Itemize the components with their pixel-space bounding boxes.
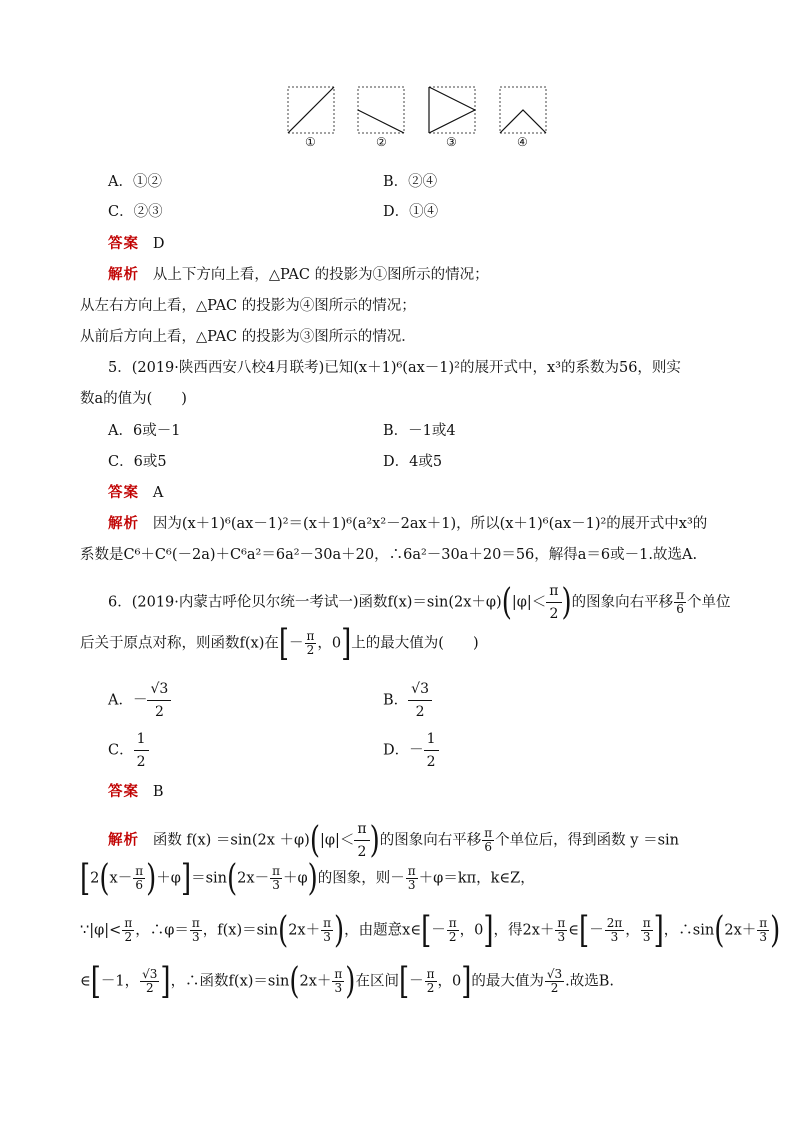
q4-option-b: B．②④ xyxy=(383,174,438,190)
q6-analysis-4: ∈[－1， $\frac{√3}{2}$ ]，∴函数f(x)＝sin(2x＋ $\frac{\pi}{3}$ )在区间[－ $\frac{\pi}{2}$ ，0]的最大值为 $\frac{√3}{2}$ .故选B. xyxy=(80,960,615,1003)
analysis-text: ∵|φ|< xyxy=(80,922,122,939)
figure-4 xyxy=(499,86,547,134)
figure-2 xyxy=(357,86,405,134)
q6-analysis-1: 解析 函数 f(x) ＝sin(2x ＋φ)(|φ|＜ $\frac{\pi}{2}$ )的图象向右平移 $\frac{\pi}{6}$ 个单位后，得到函数 y ＝sin xyxy=(108,819,679,862)
q6-stem-1: 6．(2019·内蒙古呼伦贝尔统一考试一)函数f(x)＝sin(2x＋φ)(|φ|＜ $\frac{\pi}{2}$ )的图象向右平移 $\frac{\pi}{6}$ 个单位 xyxy=(108,581,731,624)
q4-analysis-1 xyxy=(108,263,489,284)
q5-analysis-1 xyxy=(108,512,707,533)
q4-option-d: D．①④ xyxy=(383,204,439,220)
figure-1-label: ① xyxy=(305,135,316,149)
q6-option-a: A．－ $\frac{√3}{2}$ xyxy=(108,678,171,723)
q4-analysis-3: 从前后方向上看，△PAC 的投影为③图所示的情况． xyxy=(80,329,416,345)
q5-analysis-2: 系数是C⁶＋C⁶(－2a)＋C⁶a²＝6a²－30a＋20，∴6a²－30a＋20＝56，解得a＝6或－1.故选A. xyxy=(80,547,698,563)
stem-text: 上的最大值为( ) xyxy=(351,635,479,652)
answer-value: D xyxy=(152,236,165,252)
analysis-label: 解析 xyxy=(108,515,139,532)
analysis-text: .故选B. xyxy=(565,973,615,990)
figure-4-label: ④ xyxy=(517,135,528,149)
answer-label: 答案 xyxy=(108,783,139,800)
q5-option-c: C．6或5 xyxy=(108,454,167,470)
answer-value: B xyxy=(152,784,164,800)
stem-text: 的图象向右平移 xyxy=(571,594,674,611)
analysis-text: ，∴sin xyxy=(663,922,715,939)
q6-stem-2: 后关于原点对称，则函数f(x)在[－ $\frac{\pi}{2}$ ，0]上的最大值为( ) xyxy=(80,622,479,665)
figure-3 xyxy=(428,86,476,134)
option-label: C． xyxy=(108,742,134,759)
answer-value: A xyxy=(152,485,164,501)
analysis-text: ，∴φ＝ xyxy=(135,922,189,939)
q5-option-d: D．4或5 xyxy=(383,454,443,470)
analysis-text: 个单位后，得到函数 y ＝sin xyxy=(495,832,679,849)
option-label: B． xyxy=(383,692,409,709)
option-label: A． xyxy=(108,692,133,709)
q6-analysis-3: ∵|φ|< $\frac{\pi}{2}$ ，∴φ＝ $\frac{\pi}{3}$ ，f(x)＝sin(2x＋ $\frac{\pi}{3}$ )，由题意x∈[－ $\frac{\pi}{2}$ ，0]，得2x＋ $\frac{\pi}{3}$ ∈[－ $\frac{2\pi}{3}$ ， $\frac{\pi}{3}$ ]，∴sin(2x＋ $\frac{\pi}{3}$ ) xyxy=(80,909,781,952)
analysis-text: ，由题意x∈ xyxy=(344,922,422,939)
analysis-label: 解析 xyxy=(108,266,139,283)
q6-option-b: B． $\frac{√3}{2}$ xyxy=(383,678,432,723)
figure-1 xyxy=(287,86,335,134)
answer-label: 答案 xyxy=(108,484,139,501)
analysis-text: 在区间 xyxy=(355,973,399,990)
stem-text: 后关于原点对称，则函数f(x)在 xyxy=(80,635,279,652)
q5-stem-1: 5．(2019·陕西西安八校4月联考)已知(x＋1)⁶(ax－1)²的展开式中，x³的系数为56，则实 xyxy=(108,360,681,376)
q4-answer xyxy=(108,232,164,253)
q5-answer xyxy=(108,481,163,502)
figure-2-label: ② xyxy=(376,135,387,149)
stem-text: 个单位 xyxy=(687,594,731,611)
answer-label: 答案 xyxy=(108,235,139,252)
q5-stem-2: 数a的值为( ) xyxy=(80,391,187,407)
q4-analysis-2: 从左右方向上看，△PAC 的投影为④图所示的情况； xyxy=(80,298,416,314)
analysis-text: 因为(x＋1)⁶(ax－1)²＝(x＋1)⁶(a²x²－2ax＋1)，所以(x＋1)⁶(ax－1)²的展开式中x³的 xyxy=(152,516,708,532)
analysis-text: 函数 f(x) ＝sin(2x ＋φ) xyxy=(152,832,310,849)
analysis-text: 的图象，则－ xyxy=(317,870,405,887)
analysis-text: 的图象向右平移 xyxy=(379,832,482,849)
analysis-text: ，得2x＋ xyxy=(493,922,555,939)
q4-option-a: A．①② xyxy=(108,174,162,190)
q6-option-c: C． $\frac{1}{2}$ xyxy=(108,728,149,773)
analysis-text: ，∴函数f(x)＝sin xyxy=(170,973,290,990)
q5-option-a: A．6或－1 xyxy=(108,423,181,439)
q4-option-c: C．②③ xyxy=(108,204,163,220)
figure-3-label: ③ xyxy=(446,135,457,149)
analysis-text: 的最大值为 xyxy=(471,973,544,990)
analysis-text: ∈ xyxy=(568,922,580,939)
stem-text: 6．(2019·内蒙古呼伦贝尔统一考试一)函数f(x)＝sin(2x＋φ) xyxy=(108,594,502,611)
analysis-text: 从上下方向上看，△PAC 的投影为①图所示的情况； xyxy=(152,267,489,283)
q6-answer xyxy=(108,780,163,801)
analysis-text: ，f(x)＝sin xyxy=(202,922,279,939)
analysis-label: 解析 xyxy=(108,831,139,849)
option-label: D． xyxy=(383,742,410,759)
q6-option-d: D．－ $\frac{1}{2}$ xyxy=(383,728,439,773)
q6-analysis-2: [2(x－ $\frac{\pi}{6}$ )＋φ]＝sin(2x－ $\frac{\pi}{3}$ ＋φ)的图象，则－ $\frac{\pi}{3}$ ＋φ＝kπ，k∈Z， xyxy=(80,857,535,900)
q5-option-b: B．－1或4 xyxy=(383,423,456,439)
analysis-text: ＋φ＝kπ，k∈Z， xyxy=(418,870,535,887)
